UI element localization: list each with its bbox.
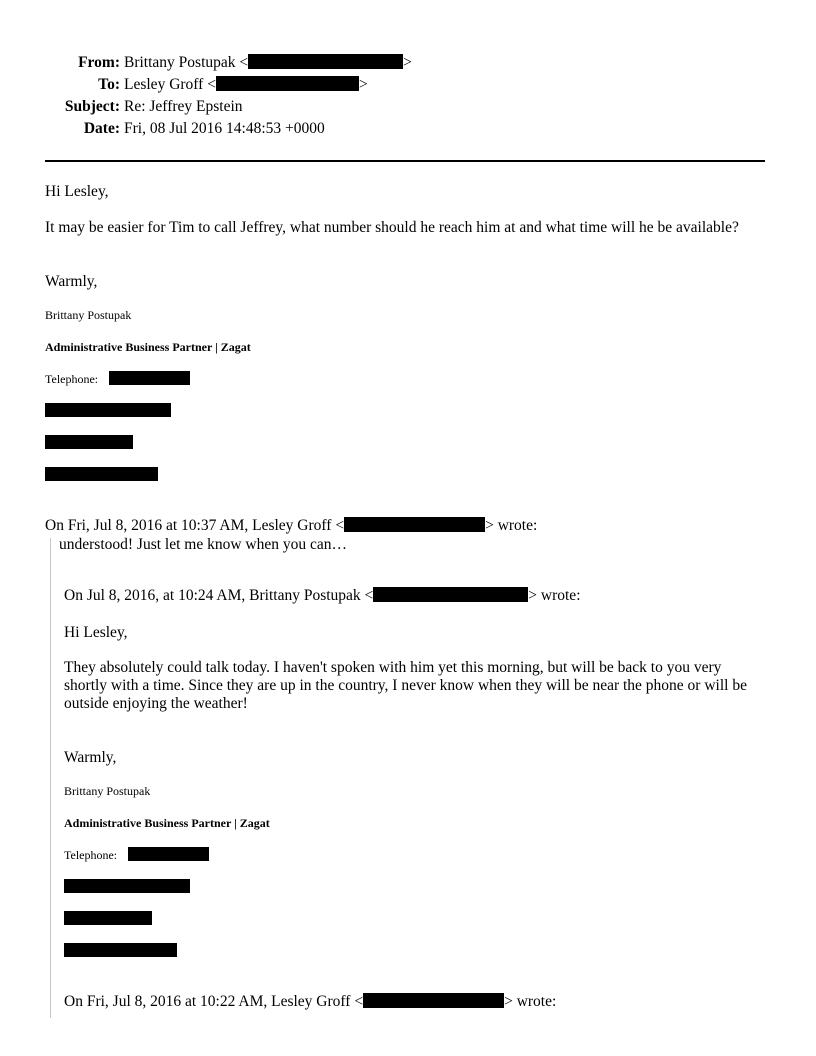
date-value: Fri, 08 Jul 2016 14:48:53 +0000: [124, 120, 325, 137]
quote2-greeting: Hi Lesley,: [64, 624, 128, 641]
redaction-box: [216, 76, 359, 91]
greeting: Hi Lesley,: [45, 183, 109, 200]
message-body: It may be easier for Tim to call Jeffrey, what number should he reach him at and what time will he be available?: [45, 219, 739, 236]
quote2-body: They absolutely could talk today. I haven't spoken with him yet this morning, but will be back to you very shortly with a time. Since they are up in the country, I never know when they will be near the phone or will be outside enjoying the weather!: [64, 659, 747, 712]
signature-phone-label: Telephone:: [45, 372, 99, 386]
from-close: >: [403, 54, 412, 71]
subject-label: Subject:: [64, 98, 120, 115]
to-name: Lesley Groff <: [124, 76, 216, 93]
redaction-box: [344, 517, 485, 532]
redaction-box: [64, 943, 177, 957]
quote1-body: understood! Just let me know when you can…: [59, 536, 347, 553]
signature-name: Brittany Postupak: [45, 308, 132, 322]
quote2-signature-title: Administrative Business Partner | Zagat: [64, 816, 270, 830]
redaction-box: [45, 403, 171, 417]
from-label: From:: [78, 54, 120, 71]
redaction-box: [128, 847, 209, 861]
quote3-attribution-pre: On Fri, Jul 8, 2016 at 10:22 AM, Lesley Groff <: [64, 993, 364, 1010]
redaction-box: [109, 371, 190, 385]
quote2-closing: Warmly,: [64, 749, 117, 766]
header-divider: [45, 160, 765, 162]
signature-title: Administrative Business Partner | Zagat: [45, 340, 251, 354]
redaction-box: [248, 54, 403, 69]
quote2-attribution-pre: On Jul 8, 2016, at 10:24 AM, Brittany Postupak <: [64, 587, 374, 604]
quote2-signature-phone-label: Telephone:: [64, 848, 118, 862]
redaction-box: [373, 587, 528, 602]
from-value: [124, 53, 412, 73]
redaction-box: [363, 993, 504, 1008]
quote1-attribution: [45, 517, 537, 535]
to-label: To:: [98, 76, 120, 93]
redaction-box: [45, 467, 158, 481]
redaction-box: [64, 879, 190, 893]
subject-value: Re: Jeffrey Epstein: [124, 98, 243, 115]
from-name: Brittany Postupak <: [124, 54, 249, 71]
redaction-box: [45, 435, 133, 449]
quote2-attribution: [64, 587, 581, 605]
quote-bar: [50, 538, 51, 1018]
quote2-attribution-post: > wrote:: [528, 587, 581, 604]
quote3-attribution: [64, 993, 556, 1011]
quote1-attribution-post: > wrote:: [485, 517, 538, 534]
to-value: [124, 75, 368, 95]
quote3-attribution-post: > wrote:: [504, 993, 557, 1010]
quote1-attribution-pre: On Fri, Jul 8, 2016 at 10:37 AM, Lesley Groff <: [45, 517, 345, 534]
closing: Warmly,: [45, 273, 98, 290]
to-close: >: [358, 76, 368, 93]
quote2-signature-name: Brittany Postupak: [64, 784, 151, 798]
date-label: Date:: [83, 120, 120, 137]
redaction-box: [64, 911, 152, 925]
